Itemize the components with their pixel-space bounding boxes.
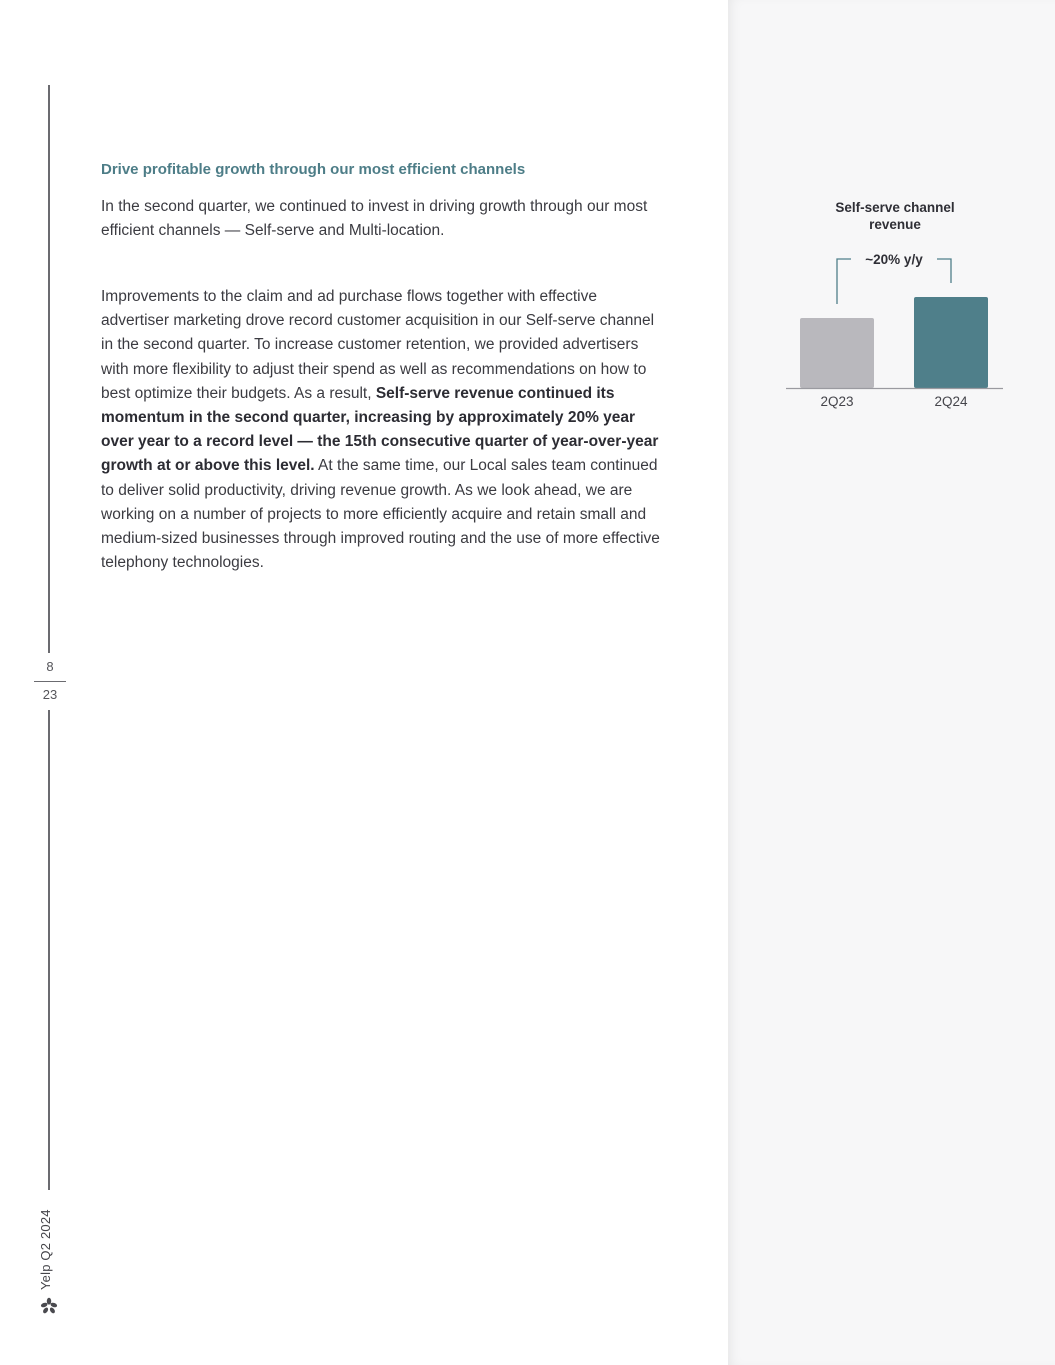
bar-2Q23	[800, 318, 874, 388]
page-rail-bottom	[48, 710, 50, 1190]
yelp-burst-icon	[40, 1297, 58, 1315]
chart-plot	[780, 195, 1010, 425]
intro-paragraph: In the second quarter, we continued to invest in driving growth through our most efficient channels — Self-serve and Multi-location.	[101, 198, 648, 240]
growth-annotation: ~20% y/y	[865, 252, 923, 267]
body-text-start: Improvements to the claim and ad purchase flows together with effective advertiser marketing drove record customer acquisition in our Self-serve channel in the second quarter. To increase customer retention, we provided advertisers with more flexibility to adjust their spend as well as recommendations on how to best optimize their budgets. As a result,	[101, 288, 655, 402]
body-paragraph	[101, 285, 661, 575]
self-serve-revenue-chart	[780, 195, 1010, 425]
current-page-number: 8	[46, 659, 54, 674]
growth-bracket-right	[937, 259, 951, 283]
page-number-divider	[34, 681, 66, 682]
section-heading: Drive profitable growth through our most efficient channels	[101, 161, 526, 178]
body-text-end: At the same time, our Local sales team continued to deliver solid productivity, driving revenue growth. As we look ahead, we are working on a number of projects to more efficiently acquire and retain small and medium-sized businesses through improved routing and the use of more effective telephony technologies.	[101, 457, 660, 572]
growth-bracket-left	[837, 259, 851, 304]
report-footer-label: Yelp Q2 2024	[38, 1209, 53, 1290]
total-pages: 23	[42, 687, 58, 702]
x-tick-label-2Q23: 2Q23	[820, 394, 854, 409]
body-text-highlight: Self-serve revenue continued its momentum in the second quarter, increasing by approximately 20% year over year to a record level — the 15th consecutive quarter of year-over-year growth at or above this level.	[101, 384, 659, 475]
chart-title-line-1: Self-serve channel	[835, 200, 955, 215]
page-rail-top	[48, 85, 50, 653]
chart-title-line-2: revenue	[869, 217, 921, 232]
x-tick-label-2Q24: 2Q24	[934, 394, 968, 409]
bar-2Q24	[914, 297, 988, 388]
